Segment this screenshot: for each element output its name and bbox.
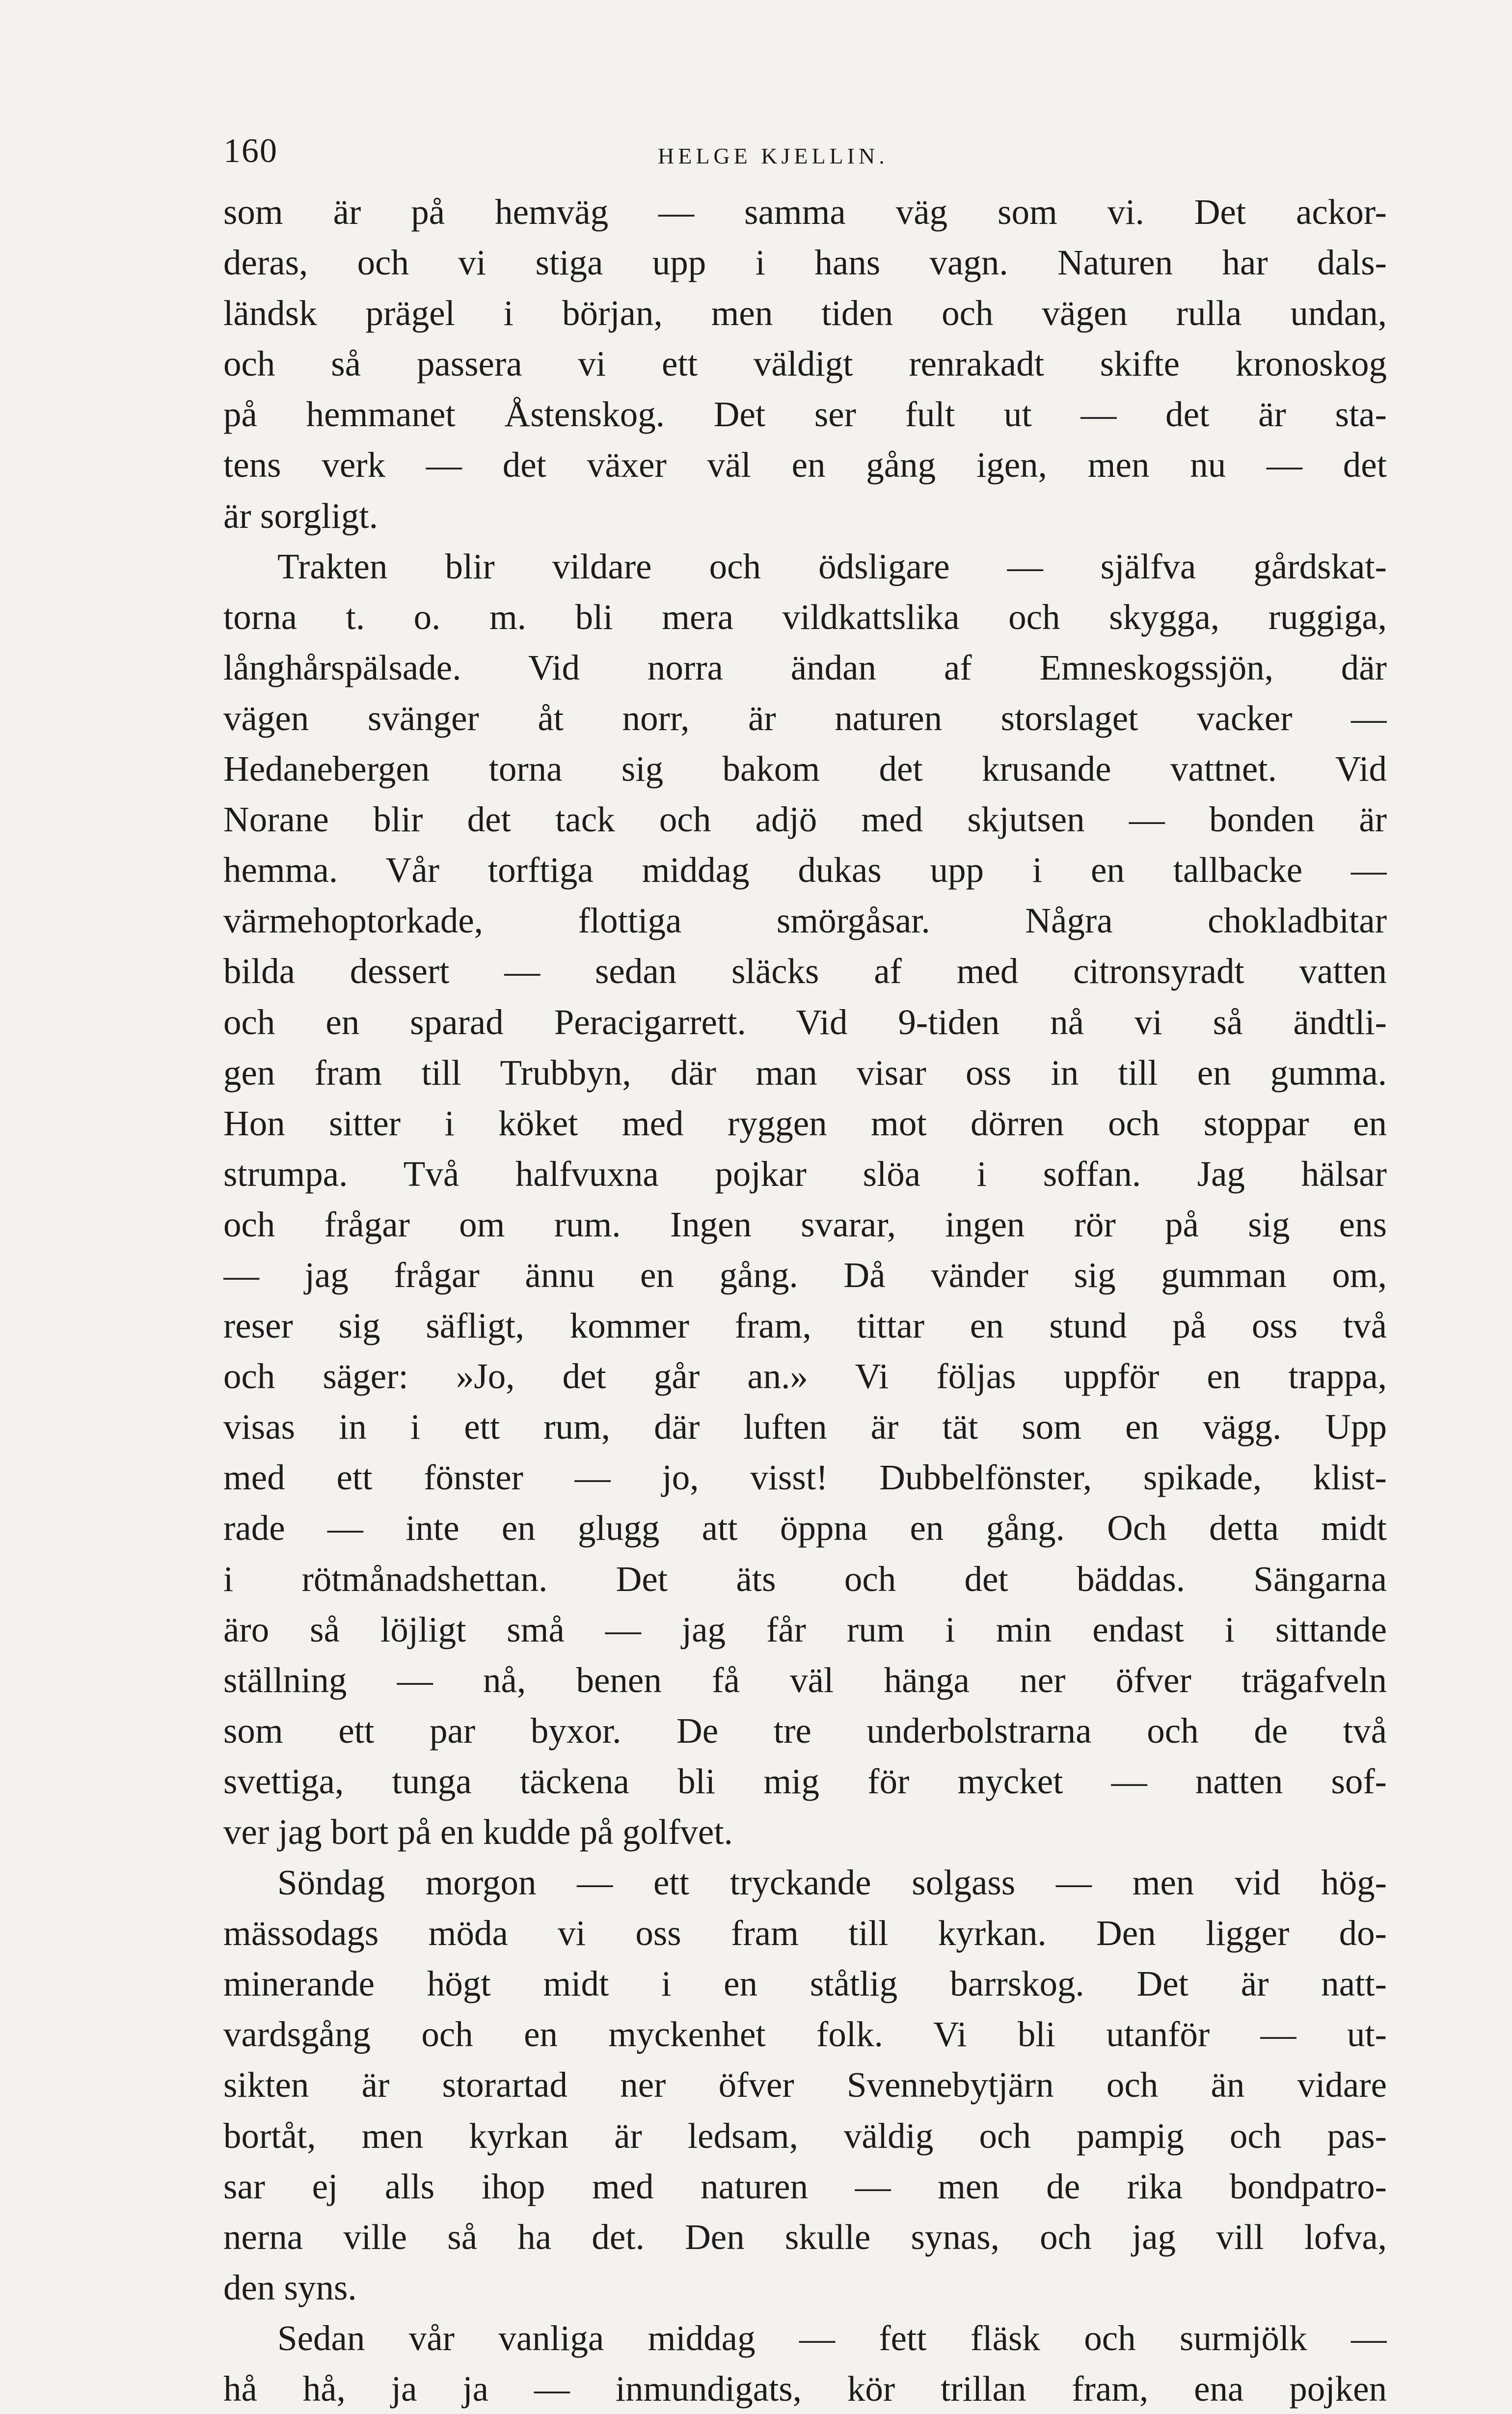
text-line: — jag frågar ännu en gång. Då vänder sig gumman om,	[223, 1255, 1387, 1295]
text-line: i rötmånadshettan. Det äts och det bäddas. Sängarna	[223, 1559, 1387, 1599]
page-header	[223, 127, 1387, 186]
text-line: Söndag morgon — ett tryckande solgass — men vid hög-	[277, 1863, 1387, 1903]
text-line: hå hå, ja ja — inmundigats, kör trillan fram, ena pojken	[223, 2369, 1387, 2409]
text-line: och så passera vi ett väldigt renrakadt skifte kronoskog	[223, 344, 1387, 384]
text-line: nerna ville så ha det. Den skulle synas, och jag vill lofva,	[223, 2217, 1387, 2257]
text-line: Trakten blir vildare och ödsligare — själfva gårdskat-	[277, 546, 1387, 586]
text-line: värmehoptorkade, flottiga smörgåsar. Några chokladbitar	[223, 901, 1387, 941]
text-line: och en sparad Peracigarrett. Vid 9-tiden nå vi så ändtli-	[223, 1002, 1387, 1042]
text-line: med ett fönster — jo, visst! Dubbelfönster, spikade, klist-	[223, 1457, 1387, 1498]
text-line: torna t. o. m. bli mera vildkattslika och skygga, ruggiga,	[223, 597, 1387, 637]
text-line: Norane blir det tack och adjö med skjutsen — bonden är	[223, 799, 1387, 840]
text-line: Hon sitter i köket med ryggen mot dörren och stoppar en	[223, 1103, 1387, 1143]
text-line: som ett par byxor. De tre underbolstrarna och de två	[223, 1710, 1387, 1751]
text-line: bilda dessert — sedan släcks af med citronsyradt vatten	[223, 951, 1387, 991]
text-line: vägen svänger åt norr, är naturen storslaget vacker —	[223, 698, 1387, 738]
text-line: långhårspälsade. Vid norra ändan af Emneskogssjön, där	[223, 647, 1387, 687]
text-line: sikten är storartad ner öfver Svennebytjärn och än vidare	[223, 2065, 1387, 2105]
text-line: ställning — nå, benen få väl hänga ner öfver trägafveln	[223, 1660, 1387, 1700]
text-line: som är på hemväg — samma väg som vi. Det ackor-	[223, 192, 1387, 232]
text-line: bortåt, men kyrkan är ledsam, väldig och pampig och pas-	[223, 2115, 1387, 2156]
text-line: Hedanebergen torna sig bakom det krusande vattnet. Vid	[223, 749, 1387, 789]
text-line: och säger: »Jo, det går an.» Vi följas uppför en trappa,	[223, 1356, 1387, 1397]
text-line: är sorgligt.	[223, 495, 378, 536]
text-line: den syns.	[223, 2267, 357, 2307]
text-line: på hemmanet Åstenskog. Det ser fult ut — det är sta-	[223, 394, 1387, 435]
text-line: gen fram till Trubbyn, där man visar oss in till en gumma.	[223, 1052, 1387, 1093]
text-line: minerande högt midt i en ståtlig barrskog. Det är natt-	[223, 1964, 1387, 2004]
text-line: vardsgång och en myckenhet folk. Vi bli utanför — ut-	[223, 2014, 1387, 2055]
text-line: mässodags möda vi oss fram till kyrkan. Den ligger do-	[223, 1913, 1387, 1953]
page-number: 160	[223, 132, 278, 170]
text-line: Sedan vår vanliga middag — fett fläsk och surmjölk —	[277, 2318, 1387, 2358]
text-line: ländsk prägel i början, men tiden och vägen rulla undan,	[223, 293, 1387, 333]
text-line: deras, och vi stiga upp i hans vagn. Naturen har dals-	[223, 243, 1387, 283]
text-line: ver jag bort på en kudde på golfvet.	[223, 1812, 733, 1852]
text-line: tens verk — det växer väl en gång igen, men nu — det	[223, 445, 1387, 485]
text-line: rade — inte en glugg att öppna en gång. Och detta midt	[223, 1508, 1387, 1548]
text-line: och frågar om rum. Ingen svarar, ingen rör på sig ens	[223, 1204, 1387, 1244]
text-line: strumpa. Två halfvuxna pojkar slöa i soffan. Jag hälsar	[223, 1153, 1387, 1194]
text-line: reser sig säfligt, kommer fram, tittar en stund på oss två	[223, 1306, 1387, 1346]
text-line: hemma. Vår torftiga middag dukas upp i en tallbacke —	[223, 850, 1387, 890]
text-line: sar ej alls ihop med naturen — men de rika bondpatro-	[223, 2166, 1387, 2206]
text-line: svettiga, tunga täckena bli mig för mycket — natten sof-	[223, 1761, 1387, 1801]
body-text	[223, 187, 1387, 2414]
text-line: äro så löjligt små — jag får rum i min endast i sittande	[223, 1609, 1387, 1649]
running-head: HELGE KJELLIN.	[658, 143, 889, 168]
text-line: visas in i ett rum, där luften är tät som en vägg. Upp	[223, 1407, 1387, 1447]
